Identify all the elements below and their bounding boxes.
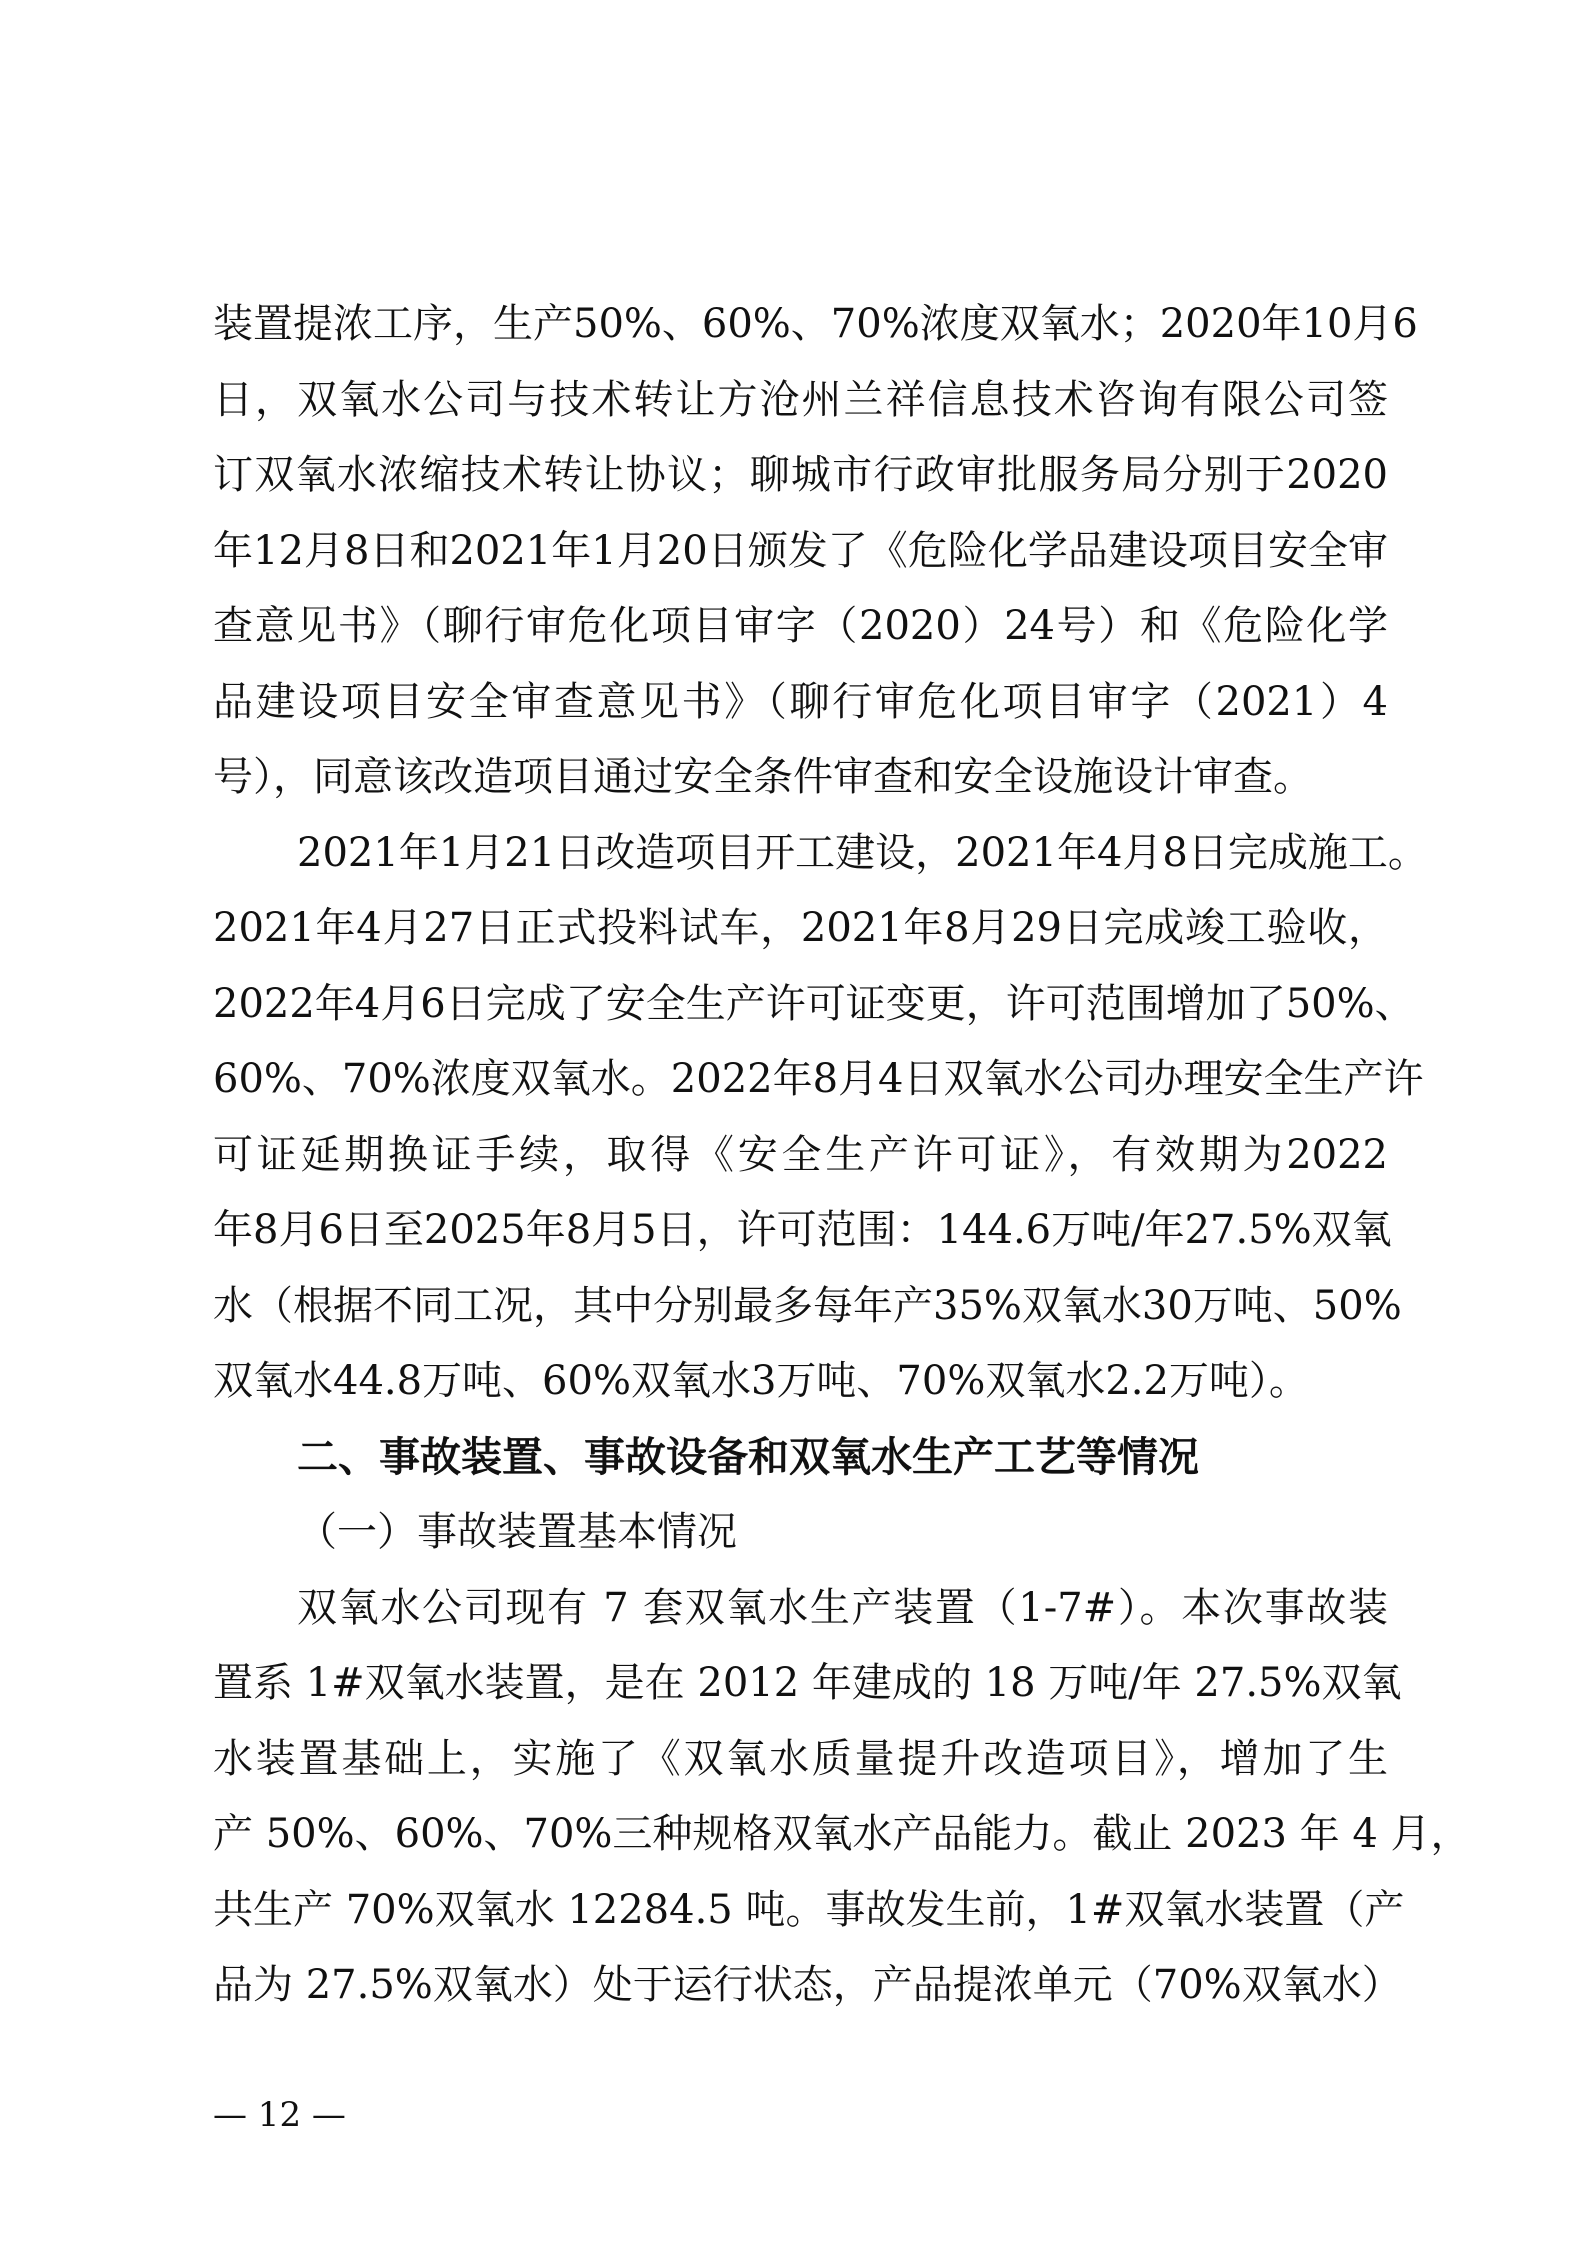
text-line: 2022年4月6日完成了安全生产许可证变更，许可范围增加了50%、 bbox=[213, 980, 1415, 1027]
text-line: 2021年4月27日正式投料试车，2021年8月29日完成竣工验收， bbox=[213, 905, 1388, 951]
text-line: 置系 1#双氧水装置，是在 2012 年建成的 18 万吨/年 27.5%双氧 bbox=[213, 1660, 1402, 1706]
text-line: 共生产 70%双氧水 12284.5 吨。事故发生前，1#双氧水装置（产 bbox=[213, 1886, 1405, 1933]
text-line: 水装置基础上，实施了《双氧水质量提升改造项目》，增加了生 bbox=[213, 1735, 1388, 1782]
text-line: 产 50%、60%、70%三种规格双氧水产品能力。截止 2023 年 4 月， bbox=[213, 1811, 1471, 1857]
text-line: 双氧水44.8万吨、60%双氧水3万吨、70%双氧水2.2万吨）。 bbox=[213, 1358, 1309, 1404]
text-line: 号），同意该改造项目通过安全条件审查和安全设施设计审查。 bbox=[213, 754, 1313, 800]
section-heading: 二、事故装置、事故设备和双氧水生产工艺等情况 bbox=[297, 1432, 1199, 1481]
text-line: 查意见书》（聊行审危化项目审字（2020）24号）和《危险化学 bbox=[213, 603, 1388, 649]
text-line: 日，双氧水公司与技术转让方沧州兰祥信息技术咨询有限公司签 bbox=[213, 376, 1388, 423]
text-line: 双氧水公司现有 7 套双氧水生产装置（1-7#）。本次事故装 bbox=[297, 1584, 1388, 1631]
text-line: 装置提浓工序，生产50%、60%、70%浓度双氧水；2020年10月6 bbox=[213, 301, 1418, 347]
text-line: 年12月8日和2021年1月20日颁发了《危险化学品建设项目安全审 bbox=[213, 527, 1388, 574]
text-line: 60%、70%浓度双氧水。2022年8月4日双氧水公司办理安全生产许 bbox=[213, 1056, 1424, 1102]
text-line: 品为 27.5%双氧水）处于运行状态，产品提浓单元（70%双氧水） bbox=[213, 1962, 1402, 2008]
text-line: 品建设项目安全审查意见书》（聊行审危化项目审字（2021）4 bbox=[213, 678, 1388, 725]
text-line: 2021年1月21日改造项目开工建设，2021年4月8日完成施工。 bbox=[297, 829, 1428, 876]
text-line: 可证延期换证手续，取得《安全生产许可证》，有效期为2022 bbox=[213, 1131, 1388, 1178]
paragraph-3 bbox=[213, 1571, 1471, 2024]
paragraph-2 bbox=[213, 816, 1428, 1420]
text-line: 年8月6日至2025年8月5日，许可范围：144.6万吨/年27.5%双氧 bbox=[213, 1207, 1392, 1253]
document-body bbox=[213, 287, 1471, 2024]
text-line: 水（根据不同工况，其中分别最多每年产35%双氧水30万吨、50% bbox=[213, 1282, 1402, 1329]
subsection-heading: （一）事故装置基本情况 bbox=[297, 1509, 737, 1555]
page-number: — 12 — bbox=[213, 2095, 346, 2135]
text-line: 订双氧水浓缩技术转让协议；聊城市行政审批服务局分别于2020 bbox=[213, 452, 1388, 498]
paragraph-1 bbox=[213, 287, 1418, 816]
